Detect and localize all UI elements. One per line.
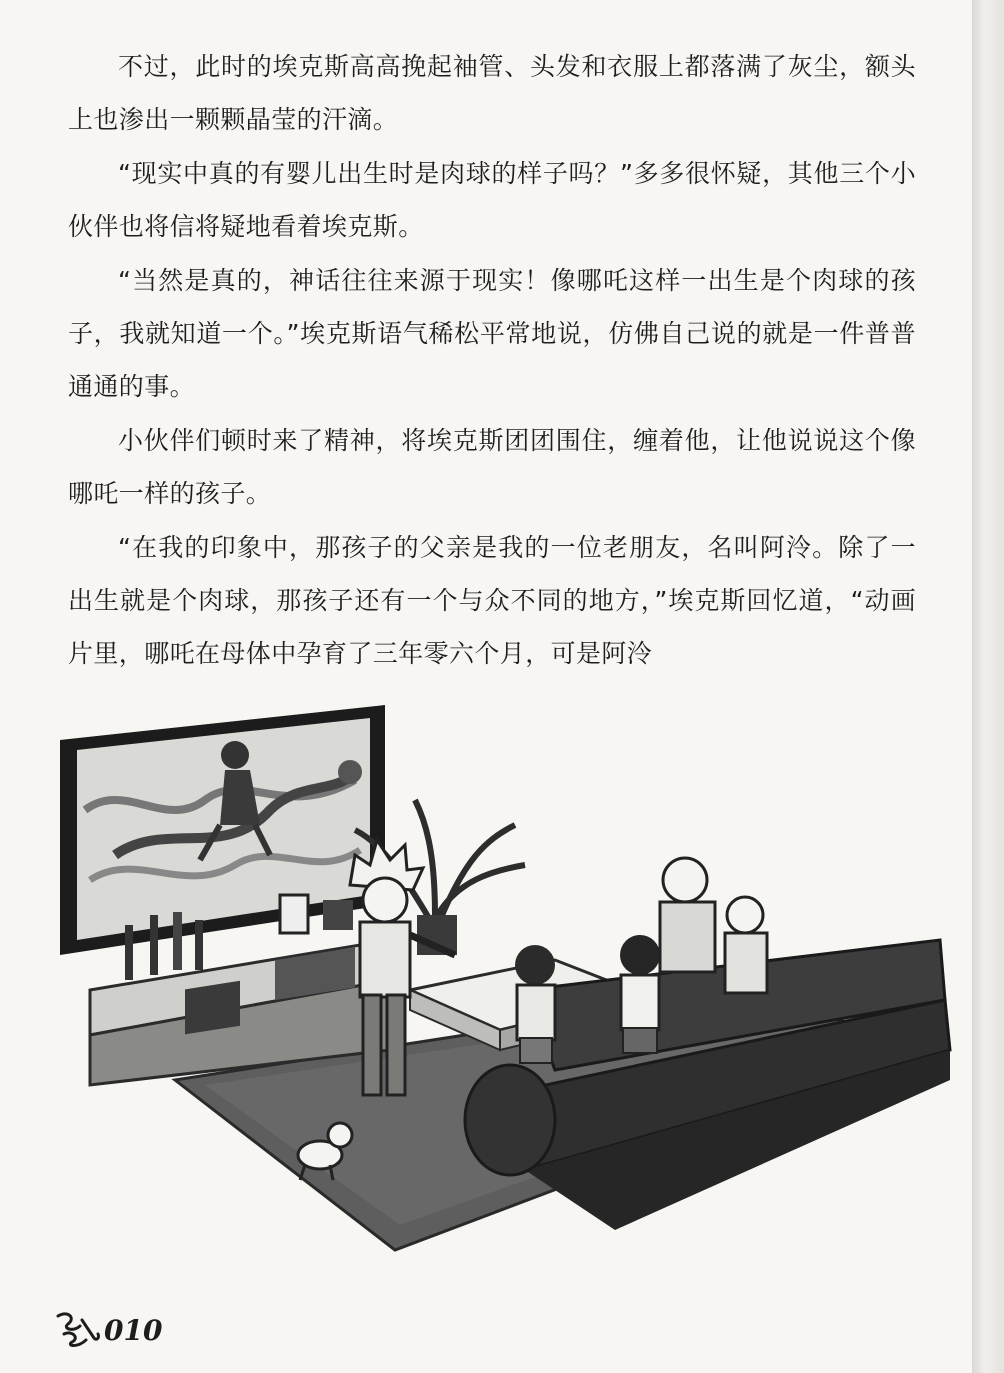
paragraph-5: “在我的印象中，那孩子的父亲是我的一位老朋友，名叫阿泠。除了一出生就是个肉球，那孩子还有一个与众不同的地方，”埃克斯回忆道，“动画片里，哪吒在母体中孕育了三年零六个月，可是阿泠 [68, 532, 916, 669]
living-room-illustration [55, 690, 955, 1270]
page-edge [972, 0, 1004, 1373]
paragraph-1: 不过，此时的埃克斯高高挽起袖管、头发和衣服上都落满了灰尘，额头上也渗出一颗颗晶莹的汗滴。 [68, 52, 916, 135]
paragraph-4: 小伙伴们顿时来了精神，将埃克斯团团围住，缠着他，让他说说这个像哪吒一样的孩子。 [68, 425, 916, 509]
page-footer [54, 1300, 162, 1360]
body-text [68, 40, 916, 681]
paragraph-3: “当然是真的，神话往往来源于现实！像哪吒这样一出生是个肉球的孩子，我就知道一个。”埃克斯语气稀松平常地说，仿佛自己说的就是一件普普通通的事。 [68, 265, 916, 402]
decorative-ornament-icon [54, 1308, 102, 1352]
paragraph-2: “现实中真的有婴儿出生时是肉球的样子吗？”多多很怀疑，其他三个小伙伴也将信将疑地看着埃克斯。 [68, 158, 916, 242]
page-number: 010 [104, 1313, 163, 1347]
